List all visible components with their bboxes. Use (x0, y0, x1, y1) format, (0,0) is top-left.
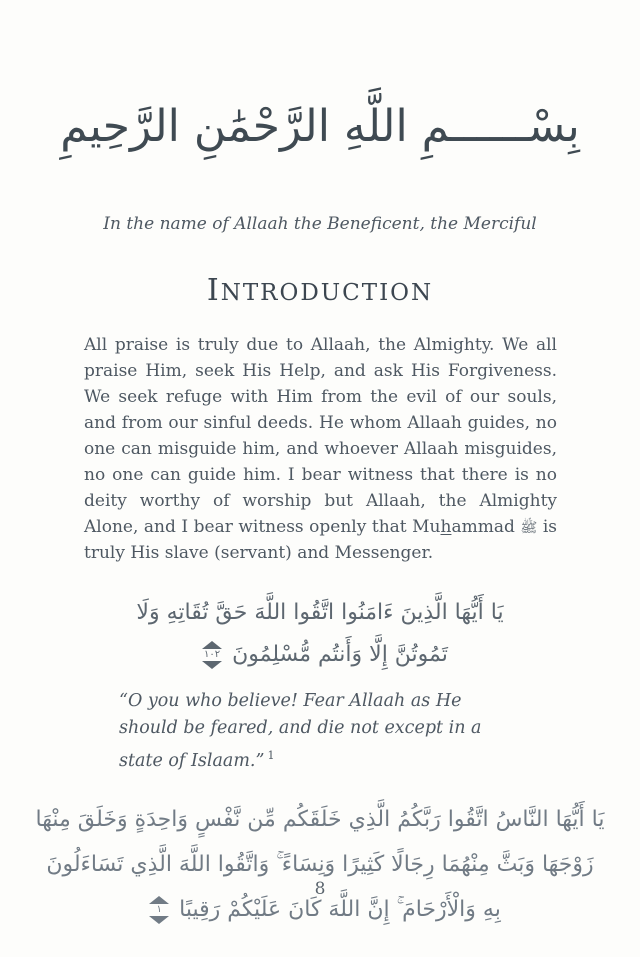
page-title (0, 270, 640, 308)
transliteration-underlined-h: h (440, 517, 452, 537)
verse-arabic-text: زَوْجَهَا وَبَثَّ مِنْهُمَا رِجَالًا كَثِيرًا وَنِسَاءً ۚ وَاتَّقُوا اللَّهَ الَّذِي تَسَاءَلُونَ (46, 851, 594, 877)
ayah-marker-arrow-down-icon (202, 661, 222, 669)
heading-initial: I (206, 273, 221, 308)
verse-line (0, 634, 640, 676)
heading-rest: NTRODUCTION (220, 280, 434, 306)
verse-translation-quote (119, 688, 521, 775)
page-number: 8 (314, 879, 326, 899)
ayah-marker-arrow-down-icon (149, 916, 169, 924)
quote-text: “O you who believe! Fear Allaah as He should be feared, and die not except in a state of Islaam.” (119, 691, 482, 771)
verse-arabic-text: يَا أَيُّهَا النَّاسُ اتَّقُوا رَبَّكُمُ الَّذِي خَلَقَكُم مِّن نَّفْسٍ وَاحِدَةٍ وَخَلَقَ مِنْهَا (35, 806, 605, 832)
ayah-marker-arrow-up-icon (202, 641, 222, 649)
ayah-number: ١٠٢ (204, 649, 221, 660)
paragraph-text-2: ammad (451, 517, 521, 537)
intro-paragraph (84, 332, 557, 566)
paragraph-text-1: All praise is truly due to Allaah, the Almighty. We all praise Him, seek His Help, and ask His Forgiveness. We seek refuge with Him from the evil of our souls, and from our sinful deeds. He whom Allaah guides, no one can misguide him, and whoever Allaah misguides, no one can guide him. I bear witness that there is no deity worthy of worship but Allaah, the Almighty Alone, and I bear witness openly that Mu (84, 335, 557, 537)
footnote-marker: 1 (267, 749, 275, 762)
verse-line (0, 797, 640, 842)
verse-line (0, 592, 640, 634)
bismillah-calligraphy (0, 50, 640, 202)
ayah-end-marker (202, 641, 222, 669)
verse-arabic-text: تَمُوتُنَّ إِلَّا وَأَنتُم مُّسْلِمُونَ (232, 642, 448, 667)
paragraph-text-3: is truly His slave (servant) and Messenger. (84, 517, 557, 563)
ayah-end-marker (149, 896, 169, 924)
bismillah-arabic-text: بِسْــــــمِ اللَّهِ الرَّحْمَٰنِ الرَّحِيمِ (60, 100, 580, 152)
bismillah-translation: In the name of Allaah the Beneficent, the Merciful (103, 214, 537, 234)
ayah-number: ١ (156, 903, 162, 915)
quran-verse-4-1 (0, 797, 640, 932)
verse-arabic-text: بِهِ وَالْأَرْحَامَ ۚ إِنَّ اللَّهَ كَانَ عَلَيْكُمْ رَقِيبًا (179, 896, 501, 922)
quran-verse-3-102 (0, 592, 640, 676)
sallallahu-alayhi-wasallam-symbol: ﷺ (520, 520, 538, 536)
verse-arabic-text: يَا أَيُّهَا الَّذِينَ ءَامَنُوا اتَّقُوا اللَّهَ حَقَّ تُقَاتِهِ وَلَا (136, 600, 504, 625)
